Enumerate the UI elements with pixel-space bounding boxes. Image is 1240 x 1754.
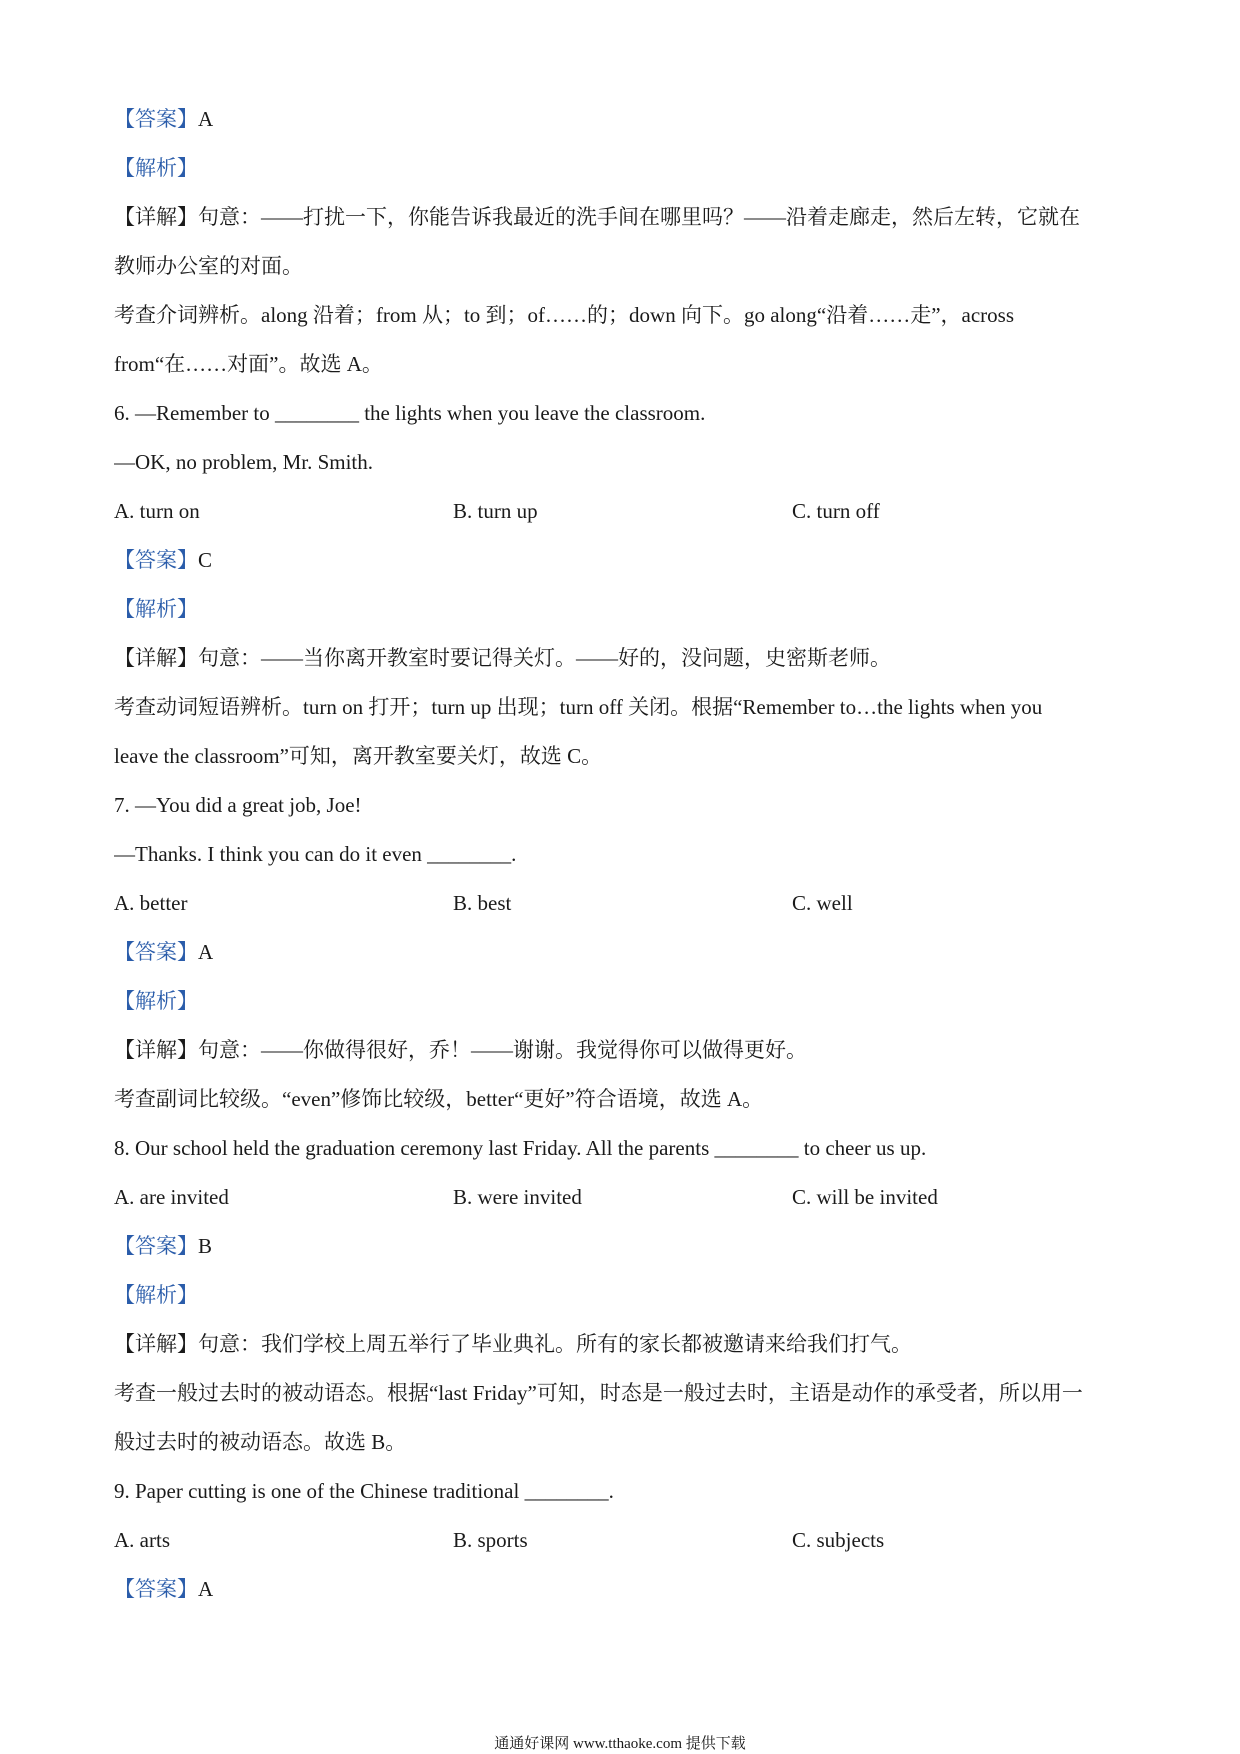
detail-line: 考查一般过去时的被动语态。根据“last Friday”可知，时态是一般过去时，主语是动作的承受者，所以用一: [114, 1381, 1083, 1405]
analysis-label: 【解析】: [114, 1283, 198, 1307]
answer-value: A: [198, 107, 214, 131]
answer-line: [114, 1565, 1214, 1614]
option-a: A. turn on: [114, 499, 200, 523]
question-stem: 8. Our school held the graduation ceremony last Friday. All the parents ________ to cheer us up.: [114, 1136, 927, 1160]
option-b: B. turn up: [453, 499, 538, 523]
answer-line: [114, 1222, 1214, 1271]
question-stem: —OK, no problem, Mr. Smith.: [114, 450, 374, 474]
option-b: B. sports: [453, 1528, 528, 1552]
answer-line: [114, 928, 1214, 977]
question-stem: 9. Paper cutting is one of the Chinese traditional ________.: [114, 1479, 614, 1503]
analysis-label: 【解析】: [114, 156, 198, 180]
question-stem: 7. —You did a great job, Joe!: [114, 793, 362, 817]
answer-value: C: [198, 548, 213, 572]
question-stem: 6. —Remember to ________ the lights when you leave the classroom.: [114, 401, 706, 425]
analysis-label: 【解析】: [114, 597, 198, 621]
detail-line: leave the classroom”可知，离开教室要关灯，故选 C。: [114, 744, 603, 768]
answer-label: 【答案】: [114, 1577, 198, 1601]
options-row: [114, 1516, 1214, 1565]
answer-label: 【答案】: [114, 107, 198, 131]
option-c: C. subjects: [792, 1528, 885, 1552]
detail-line: 考查介词辨析。along 沿着；from 从；to 到；of……的；down 向下。go along“沿着……走”，across: [114, 303, 1014, 327]
option-a: A. are invited: [114, 1185, 229, 1209]
answer-label: 【答案】: [114, 940, 198, 964]
detail-line: 教师办公室的对面。: [114, 254, 303, 278]
answer-value: B: [198, 1234, 213, 1258]
page-footer: 通通好课网 www.tthaoke.com 提供下载: [494, 1736, 746, 1752]
question-stem: —Thanks. I think you can do it even ________.: [114, 842, 517, 866]
detail-line: from“在……对面”。故选 A。: [114, 352, 383, 376]
option-a: A. better: [114, 891, 188, 915]
option-c: C. will be invited: [792, 1185, 938, 1209]
answer-line: [114, 536, 1214, 585]
answer-line: [114, 95, 1214, 144]
detail-line: 【详解】句意：我们学校上周五举行了毕业典礼。所有的家长都被邀请来给我们打气。: [114, 1332, 912, 1356]
analysis-label: 【解析】: [114, 989, 198, 1013]
detail-line: 【详解】句意：——打扰一下，你能告诉我最近的洗手间在哪里吗？——沿着走廊走，然后左转，它就在: [114, 205, 1080, 229]
detail-line: 【详解】句意：——你做得很好，乔！——谢谢。我觉得你可以做得更好。: [114, 1038, 807, 1062]
options-row: [114, 1173, 1214, 1222]
option-a: A. arts: [114, 1528, 170, 1552]
option-b: B. were invited: [453, 1185, 582, 1209]
detail-line: 【详解】句意：——当你离开教室时要记得关灯。——好的，没问题，史密斯老师。: [114, 646, 891, 670]
document-body: [114, 95, 1214, 1614]
answer-label: 【答案】: [114, 548, 198, 572]
option-c: C. turn off: [792, 499, 880, 523]
options-row: [114, 487, 1214, 536]
detail-line: 考查动词短语辨析。turn on 打开；turn up 出现；turn off 关闭。根据“Remember to…the lights when you: [114, 695, 1043, 719]
answer-value: A: [198, 940, 214, 964]
option-b: B. best: [453, 891, 512, 915]
answer-value: A: [198, 1577, 214, 1601]
detail-line: 考查副词比较级。“even”修饰比较级，better“更好”符合语境，故选 A。: [114, 1087, 764, 1111]
answer-label: 【答案】: [114, 1234, 198, 1258]
option-c: C. well: [792, 891, 853, 915]
options-row: [114, 879, 1214, 928]
detail-line: 般过去时的被动语态。故选 B。: [114, 1430, 407, 1454]
